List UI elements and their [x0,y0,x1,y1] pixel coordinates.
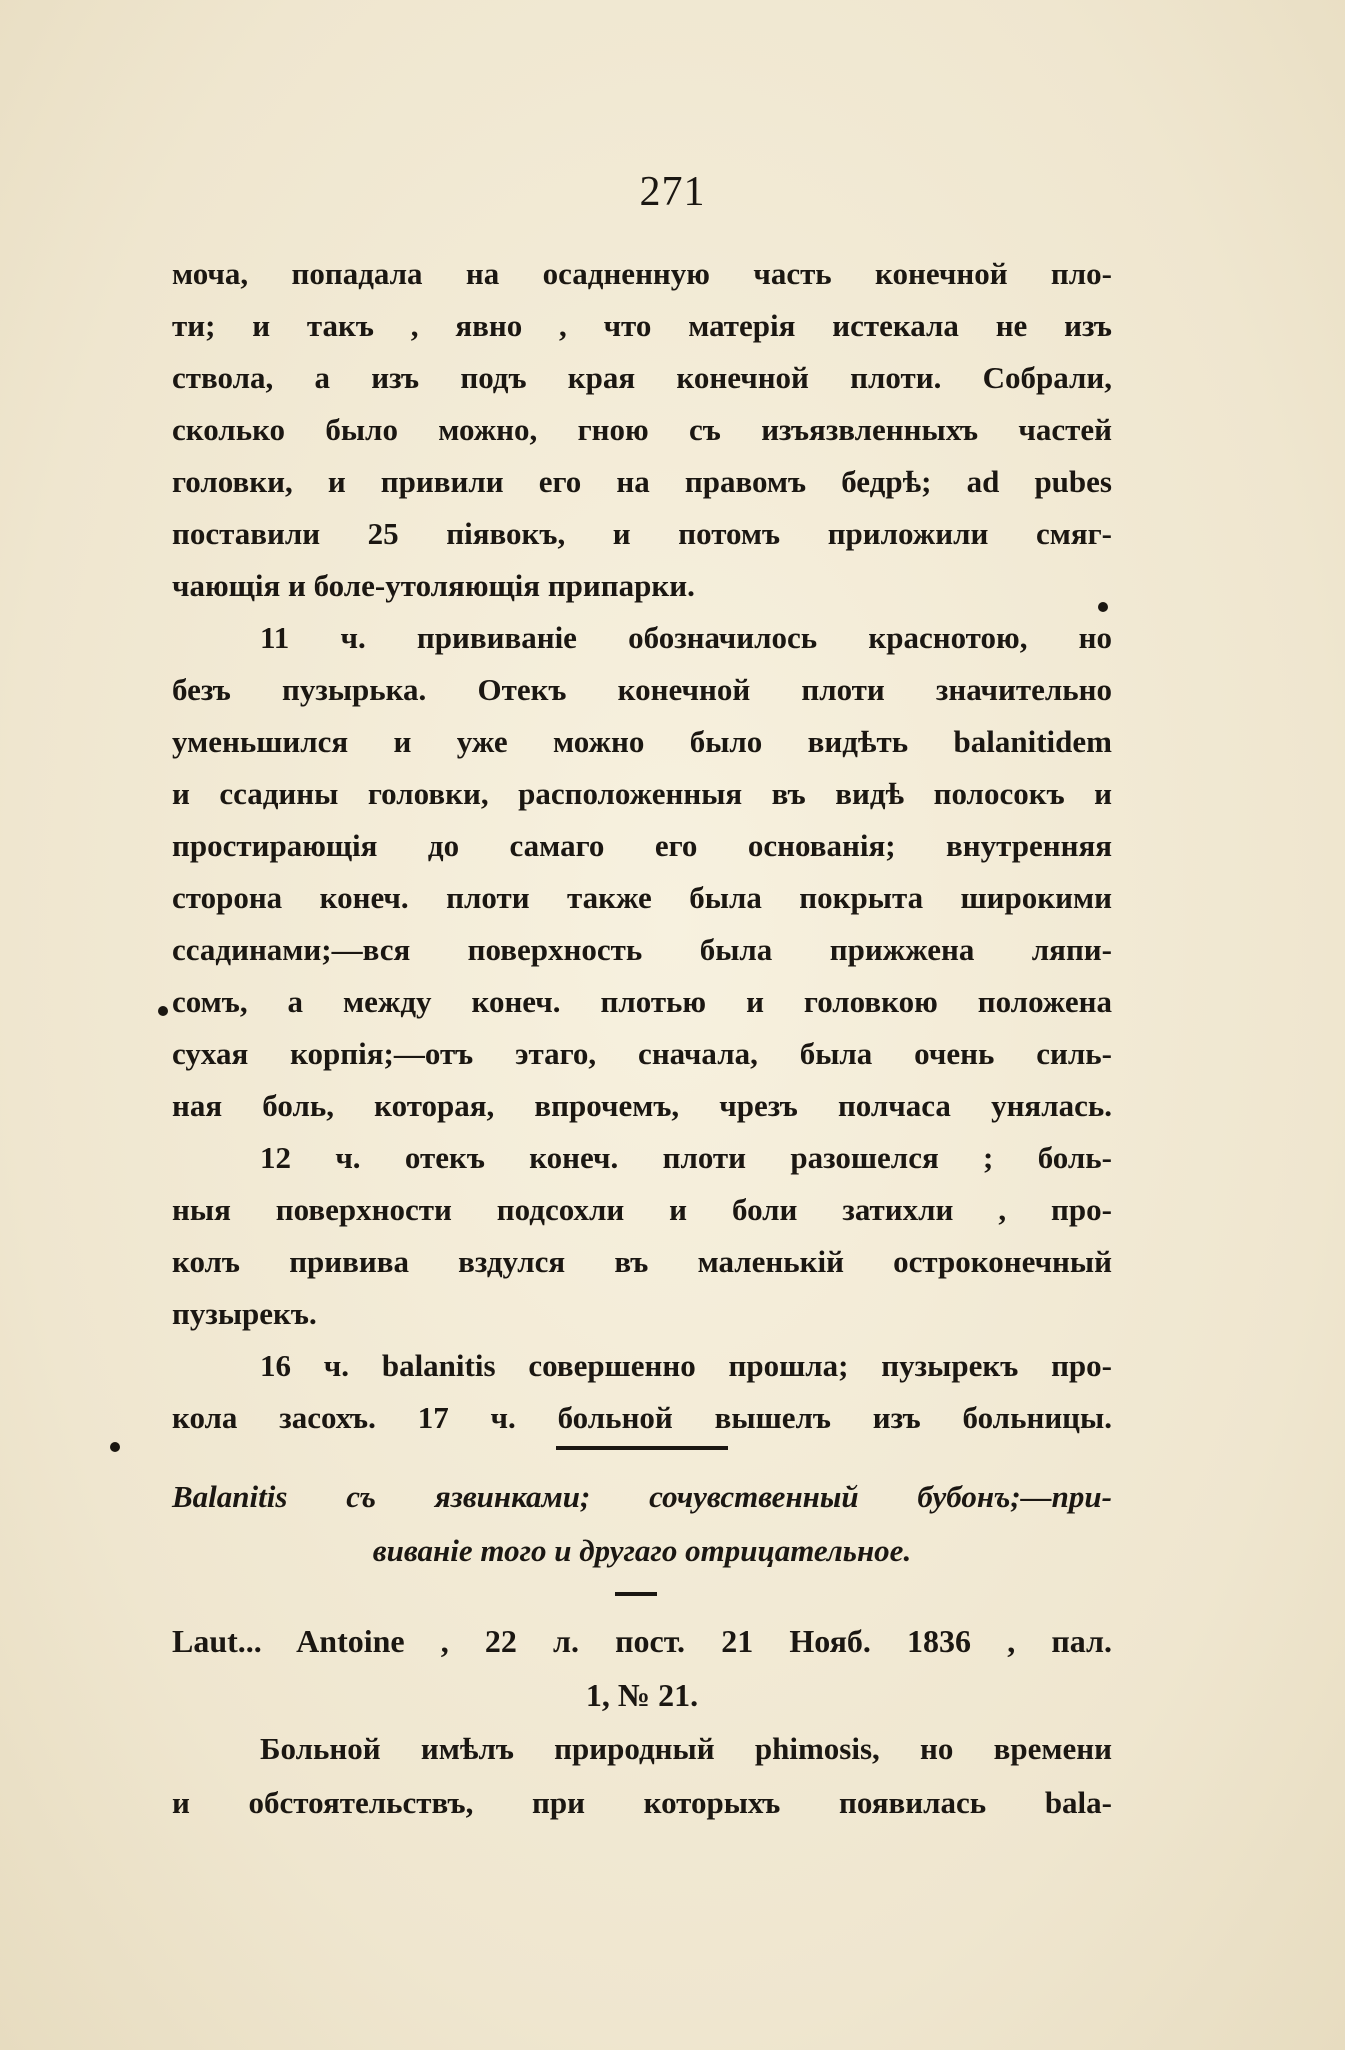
text-line: простирающія до самаго его основанія; внутренняя [172,828,1112,863]
text-line: ныя поверхности подсохли и боли затихли , про- [172,1192,1112,1227]
text-line: колъ привива вздулся въ маленькій остроконечный [172,1244,1112,1279]
case-header-line: 1, № 21. [585,1677,699,1713]
text-line: поставили 25 піявокъ, и потомъ приложили смяг- [172,516,1112,551]
section-heading [172,1470,1112,1578]
case-header-line: Laut... Antoine , 22 л. пост. 21 Нояб. 1836 , пал. [172,1623,1112,1659]
ink-speck [158,1006,168,1016]
main-text-block [172,248,1112,1444]
text-line: Больной имѣлъ природный phimosis, но времени [260,1731,1112,1766]
case-text-block [172,1722,1112,1830]
page-number: 271 [639,169,706,215]
text-line: головки, и привили его на правомъ бедрѣ; ad pubes [172,464,1112,499]
section-heading-line: Balanitis съ язвинками; сочувственный бубонъ;—при- [172,1479,1112,1514]
case-header [172,1614,1112,1722]
text-line: сомъ, а между конеч. плотью и головкою положена [172,984,1112,1019]
text-line: сторона конеч. плоти также была покрыта широкими [172,880,1112,915]
ink-speck [1098,602,1108,612]
text-line: сколько было можно, гною съ изъязвленныхъ частей [172,412,1112,447]
text-line: 11 ч. прививаніе обозначилось краснотою, но [260,620,1112,655]
text-line: ссадинами;—вся поверхность была прижжена ляпи- [172,932,1112,967]
text-line: моча, попадала на осадненную часть конечной пло- [172,256,1112,291]
section-divider-rule [556,1446,728,1450]
text-line: уменьшился и уже можно было видѣть balanitidem [172,724,1112,759]
text-line: и ссадины головки, расположенныя въ видѣ полосокъ и [172,776,1112,811]
text-line: и обстоятельствъ, при которыхъ появилась bala- [172,1785,1112,1820]
text-line: ная боль, которая, впрочемъ, чрезъ полчаса унялась. [172,1088,1112,1123]
text-line: 16 ч. balanitis совершенно прошла; пузырекъ про- [260,1348,1112,1383]
section-heading-line: виваніе того и другаго отрицательное. [372,1533,912,1568]
heading-short-rule [615,1592,657,1596]
text-line: ти; и такъ , явно , что матерія истекала не изъ [172,308,1112,343]
text-line: сухая корпія;—отъ этаго, сначала, была очень силь- [172,1036,1112,1071]
text-line: пузырекъ. [172,1296,317,1331]
text-line: кола засохъ. 17 ч. больной вышелъ изъ больницы. [172,1400,1112,1435]
text-line: 12 ч. отекъ конеч. плоти разошелся ; боль- [260,1140,1112,1175]
text-line: безъ пузырька. Отекъ конечной плоти значительно [172,672,1112,707]
text-line: ствола, а изъ подъ края конечной плоти. Собрали, [172,360,1112,395]
text-line: чающія и боле-утоляющія припарки. [172,568,695,603]
ink-speck [110,1442,120,1452]
